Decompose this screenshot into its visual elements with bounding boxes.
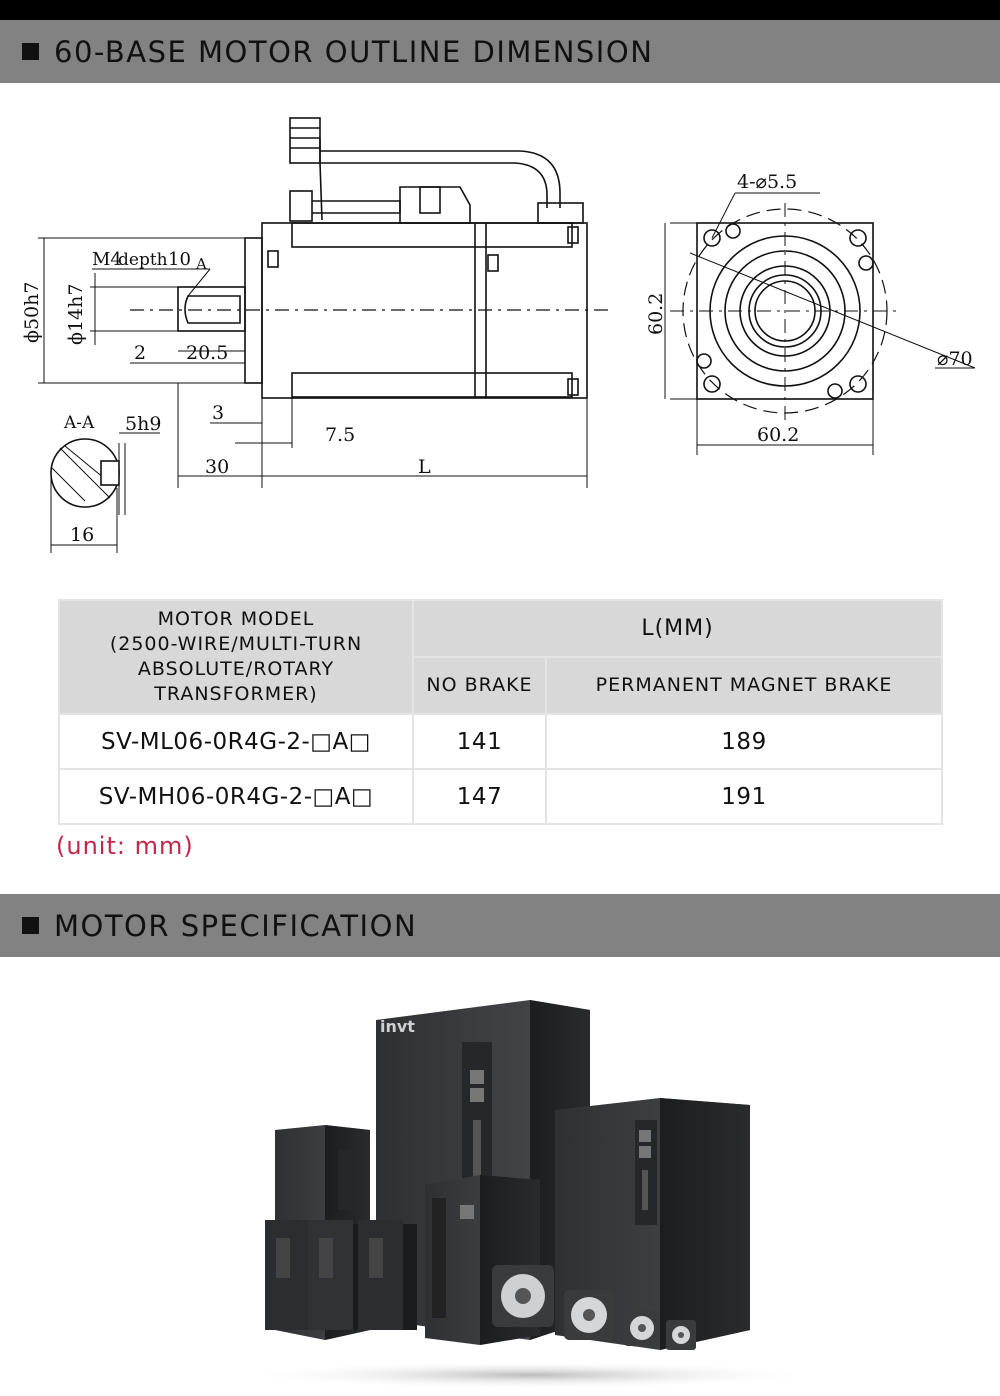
small-drive-units — [265, 1220, 417, 1330]
cell-no-brake: 147 — [413, 769, 546, 824]
header-motor-model-line: TRANSFORMER) — [154, 683, 318, 705]
label-m4: M4 — [92, 249, 122, 270]
motor-outline-drawing — [0, 83, 1000, 573]
header-brake: PERMANENT MAGNET BRAKE — [546, 657, 942, 714]
dimension-table — [58, 599, 943, 825]
label-30: 30 — [205, 456, 230, 478]
label-7-5: 7.5 — [325, 424, 356, 446]
header-motor-model-line: ABSOLUTE/ROTARY — [137, 658, 335, 680]
table-row — [59, 769, 942, 824]
brand-logo: invt — [380, 1017, 415, 1036]
cell-model: SV-ML06-0R4G-2-□A□ — [59, 714, 413, 769]
section-title: MOTOR SPECIFICATION — [54, 908, 418, 943]
label-section-mark: A — [196, 255, 207, 273]
label-16: 16 — [70, 524, 95, 546]
top-black-strip — [0, 0, 1000, 20]
label-L: L — [418, 456, 431, 478]
label-2: 2 — [134, 342, 147, 364]
table-row — [59, 714, 942, 769]
section-header-specification — [0, 894, 1000, 957]
label-phi14: ϕ14h7 — [65, 283, 87, 345]
cell-brake: 191 — [546, 769, 942, 824]
label-depth-value: 10 — [168, 249, 191, 270]
label-5h9: 5h9 — [125, 413, 162, 435]
square-bullet-icon — [22, 917, 39, 934]
cell-no-brake: 141 — [413, 714, 546, 769]
cell-model: SV-MH06-0R4G-2-□A□ — [59, 769, 413, 824]
label-section-aa: A-A — [64, 413, 95, 433]
label-3: 3 — [212, 402, 225, 424]
section-title: 60-BASE MOTOR OUTLINE DIMENSION — [54, 34, 654, 69]
label-20-5: 20.5 — [186, 342, 229, 364]
section-header-outline — [0, 20, 1000, 83]
header-motor-model-line: (2500-WIRE/MULTI-TURN — [109, 633, 363, 655]
label-holes: 4-⌀5.5 — [737, 171, 798, 193]
label-phi70: ⌀70 — [937, 348, 973, 370]
cell-brake: 189 — [546, 714, 942, 769]
square-bullet-icon — [22, 43, 39, 60]
header-motor-model-line: MOTOR MODEL — [157, 608, 315, 630]
label-60-2-horizontal: 60.2 — [757, 424, 800, 446]
header-no-brake: NO BRAKE — [413, 657, 546, 714]
label-60-2-vertical: 60.2 — [645, 292, 667, 335]
label-phi50: ϕ50h7 — [21, 281, 43, 343]
header-l-mm: L(MM) — [413, 600, 942, 657]
unit-note: (unit: mm) — [56, 832, 194, 860]
header-motor-model — [59, 600, 413, 714]
servo-product-photo — [230, 980, 840, 1390]
label-depth: depth — [118, 250, 168, 270]
